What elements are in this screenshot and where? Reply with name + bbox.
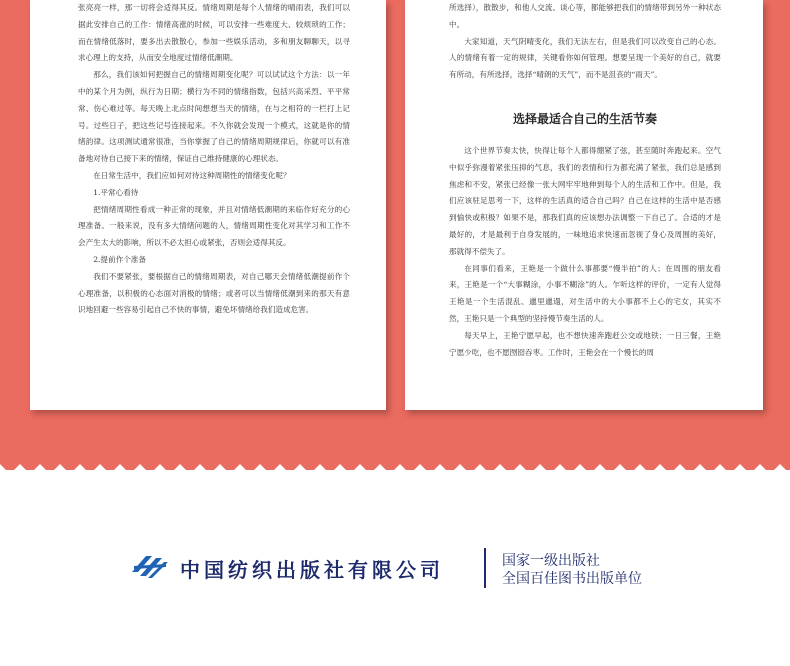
chapter-title: 选择最适合自己的生活节奏 [512,111,657,126]
book-page-left [30,0,386,410]
publisher-tag-line-2: 全国百佳图书出版单位 [502,571,642,587]
body-paragraph: 把情绪周期性看成一种正常的现象，并且对情绪低潮期的来临作好充分的心理准备。一般来说，没有多大情绪问题的人，情绪周期性变化对其学习和工作不会产生太大的影响，所以不必太担心或紧张，否则会适得其反。 [78,204,350,248]
body-paragraph: 张亮亮一样，那一切将会适得其反。情绪周期是每个人情绪的晴雨表，我们可以据此安排自己的工作：情绪高涨的时候，可以安排一些难度大、较烦琐的工作；而在情绪低落时，要多出去散散心，参加一些娱乐活动，多和朋友聊聊天，以寻求心理上的支持，从而安全地度过情绪低潮期。 [78,3,350,63]
body-paragraph: 我们不要紧张，要根据自己的情绪周期表，对自己哪天会情绪低潮提前作个心理准备，以积极的心态面对消极的情绪；或者可以当情绪低潮到来的那天有意识地回避一些容易引起自己不快的事情，避免坏情绪给我们造成危害。 [78,271,350,315]
body-paragraph: 在日常生活中，我们应如何对待这种周期性的情绪变化呢？ [93,170,291,180]
publisher-tag-line-1: 国家一级出版社 [502,553,600,569]
section-subheading: 2.提前作个准备 [93,254,146,264]
body-paragraph: 那么，我们该如何把握自己的情绪周期变化呢？可以试试这个方法：以一年中的某个月为例，纵行为日期；横行为不同的情绪指数，包括兴高采烈、平平常常、伤心难过等。每天晚上北点时间想想当天的情绪，在与之相符的一栏打上记号。过些日子，把这些记号连接起来。不久你就会发现一个模式，这就是你的情绪韵律。这项测试通常很准，当你掌握了自己的情绪周期规律后，你就可以有准备地对待自己接下来的情绪，保证自己维持健康的心理状态。 [78,70,350,164]
body-paragraph: 所选择），散散步，和他人交流、谈心等，都能够把我们的情绪带到另外一种状态中。 [449,3,721,29]
body-paragraph: 在同事们看来，王艳是一个做什么事都要“慢半拍”的人；在周围的朋友看来，王艳是一个“大事糊涂，小事不糊涂”的人。乍听这样的评价，一定有人觉得王艳是一个生活混乱、邋里邋遢，对生活中的大小事都不上心的宅女，其实不然，王艳只是一个典型的坚持慢节奏生活的人。 [449,263,721,323]
publisher-footer [130,548,670,588]
body-paragraph: 这个世界节奏太快，快得让每个人都得绷紧了弦，甚至随时奔跑起来。空气中似乎弥漫着紧张压抑的气息，我们的表情和行为都充满了紧张，我们总是感到焦虑和不安，紧张已经像一张大网牢牢地伸到每个人的生活和工作中。但是，我们应该驻足思考一下，这样的生活真的适合自己吗？自己在这样的生活中是否感到愉快或积极？如果不是，那我们真的应该想办法调整一下自己了。合适的才是最好的，才是最利于自身发展的，一味地追求快速而忽视了身心及周围的美好，那就得不偿失了。 [449,145,721,256]
footer-divider [484,548,486,588]
body-paragraph: 大家知道，天气阴晴变化，我们无法左右，但是我们可以改变自己的心态。人的情绪有着一定的规律，关键看你如何管理。想要呈现一个美好的自己，就要有所动，有所选择，选择“晴朗的天气”，而不是沮丧的“雨天”。 [449,36,721,80]
section-subheading: 1.平常心看待 [93,187,139,197]
book-page-right [405,0,763,410]
body-paragraph: 每天早上，王艳宁愿早起，也不想快速奔跑赶公交或地铁；一日三餐，王艳宁愿少吃，也不愿囫囵吞枣。工作时，王艳会在一个慢长的周 [449,330,721,357]
publisher-logo-icon [130,552,168,580]
publisher-name: 中国纺织出版社有限公司 [180,558,444,582]
torn-edge-divider [0,450,790,480]
